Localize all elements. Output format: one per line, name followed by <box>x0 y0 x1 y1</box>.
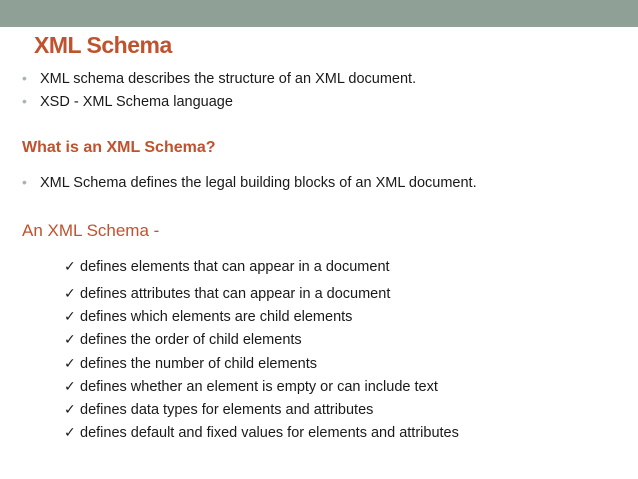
checklist-item-text: defines default and fixed values for elements and attributes <box>80 425 459 442</box>
checklist-item-text: defines elements that can appear in a document <box>80 259 390 275</box>
question-heading: What is an XML Schema? <box>22 139 216 156</box>
checklist-item <box>64 258 459 285</box>
checklist-item <box>64 424 459 447</box>
checklist-item-text: defines the number of child elements <box>80 355 317 372</box>
checklist-item <box>64 285 459 308</box>
bullet-dot-icon: • <box>22 70 27 86</box>
checkmark-icon: ✓ <box>64 355 76 372</box>
checklist-item-text: defines attributes that can appear in a document <box>80 286 391 302</box>
checklist <box>64 258 459 447</box>
intro-bullet-text: XSD - XML Schema language <box>40 94 233 110</box>
question-bullet-1 <box>22 174 477 191</box>
top-decorative-band <box>0 0 638 27</box>
checkmark-icon: ✓ <box>64 309 76 326</box>
checklist-item <box>64 378 459 401</box>
checklist-item <box>64 331 459 354</box>
checkmark-icon: ✓ <box>64 332 76 349</box>
checklist-item-text: defines which elements are child elements <box>80 309 353 326</box>
list-heading: An XML Schema - <box>22 221 160 240</box>
checklist-item <box>64 308 459 331</box>
bullet-dot-icon: • <box>22 174 27 190</box>
checkmark-icon: ✓ <box>64 425 76 442</box>
checklist-item <box>64 401 459 424</box>
bullet-dot-icon: • <box>22 93 27 109</box>
checklist-item-text: defines the order of child elements <box>80 332 302 349</box>
checklist-item-text: defines whether an element is empty or can include text <box>80 378 438 395</box>
checkmark-icon: ✓ <box>64 259 76 275</box>
checklist-item <box>64 355 459 378</box>
slide-title: XML Schema <box>34 32 172 58</box>
intro-bullet-2 <box>22 93 233 110</box>
intro-bullet-text: XML schema describes the structure of an XML document. <box>40 71 417 87</box>
checklist-item-text: defines data types for elements and attributes <box>80 401 374 418</box>
intro-bullet-1 <box>22 70 416 87</box>
checkmark-icon: ✓ <box>64 401 76 418</box>
checkmark-icon: ✓ <box>64 286 76 302</box>
checkmark-icon: ✓ <box>64 378 76 395</box>
question-bullet-text: XML Schema defines the legal building blocks of an XML document. <box>40 175 477 191</box>
